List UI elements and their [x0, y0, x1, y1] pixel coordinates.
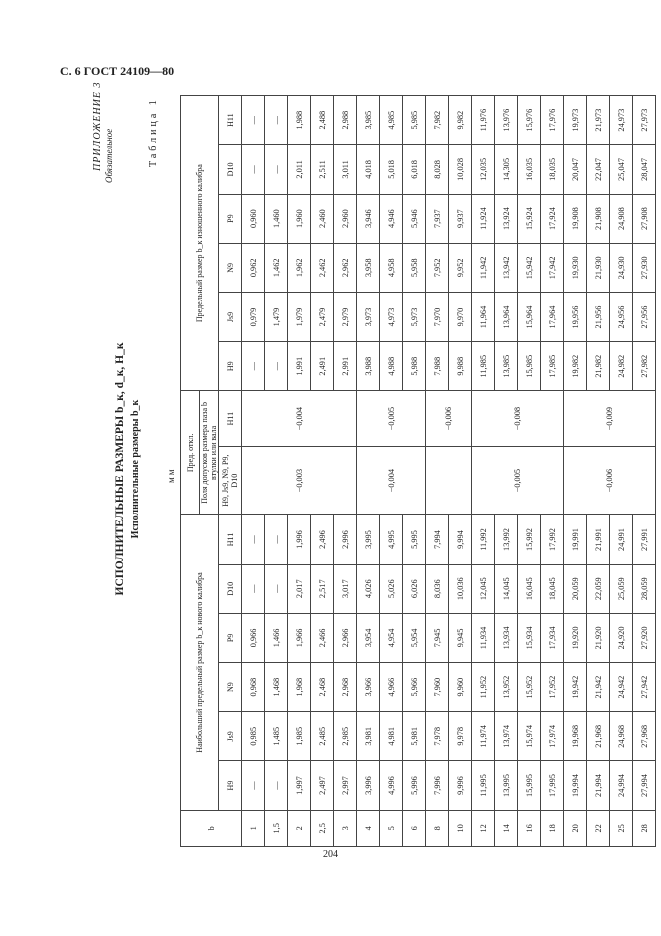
cell-worn: 3,988: [357, 342, 380, 391]
cell-worn: 5,018: [380, 145, 403, 194]
cell-worn: 2,979: [334, 292, 357, 341]
col-header-worn: P9: [219, 194, 242, 243]
table-row: [426, 96, 449, 847]
cell-worn: 6,018: [403, 145, 426, 194]
rotated-content: [86, 81, 649, 847]
col-header-worn: H11: [219, 96, 242, 145]
cell-worn: 19,908: [564, 194, 587, 243]
cell-new: 24,942: [610, 663, 633, 712]
cell-worn: 2,960: [334, 194, 357, 243]
cell-worn: 1,460: [265, 194, 288, 243]
group-dev-subheader: Поля допусков размера паза b втулки или вала: [200, 391, 219, 515]
cell-worn: 19,973: [564, 96, 587, 145]
cell-worn: 14,305: [495, 145, 518, 194]
cell-worn: 3,973: [357, 292, 380, 341]
cell-worn: 19,930: [564, 243, 587, 292]
cell-new: 19,994: [564, 761, 587, 810]
cell-worn: 12,035: [472, 145, 495, 194]
cell-new: 14,045: [495, 564, 518, 613]
cell-b: 8: [426, 810, 449, 846]
cell-b: 1,5: [265, 810, 288, 846]
cell-worn: 9,970: [449, 292, 472, 341]
cell-new: 27,991: [633, 515, 656, 564]
cell-new: 17,992: [541, 515, 564, 564]
cell-new: 1,997: [288, 761, 311, 810]
cell-new: 16,045: [518, 564, 541, 613]
cell-new: 7,996: [426, 761, 449, 810]
group-dev-header: Пред. откл.: [181, 391, 200, 515]
cell-new: 0,966: [242, 613, 265, 662]
cell-new: 4,995: [380, 515, 403, 564]
cell-worn: 1,462: [265, 243, 288, 292]
col-header-new: H9: [219, 761, 242, 810]
cell-new: 1,996: [288, 515, 311, 564]
cell-new: 9,994: [449, 515, 472, 564]
cell-new: 7,978: [426, 712, 449, 761]
table-title: ИСПОЛНИТЕЛЬНЫЕ РАЗМЕРЫ b_к, d_к, H_к: [114, 342, 126, 596]
cell-new: 11,992: [472, 515, 495, 564]
cell-worn: 3,946: [357, 194, 380, 243]
cell-dev-a: −0,005: [472, 446, 564, 514]
cell-new: 15,934: [518, 613, 541, 662]
col-header-worn: H9: [219, 342, 242, 391]
cell-new: 15,974: [518, 712, 541, 761]
cell-new: 15,992: [518, 515, 541, 564]
cell-worn: 13,942: [495, 243, 518, 292]
cell-b: 16: [518, 810, 541, 846]
cell-new: 21,994: [587, 761, 610, 810]
cell-worn: 21,908: [587, 194, 610, 243]
table-row: [472, 96, 495, 847]
cell-worn: 9,952: [449, 243, 472, 292]
cell-new: 17,995: [541, 761, 564, 810]
cell-b: 10: [449, 810, 472, 846]
cell-worn: 4,973: [380, 292, 403, 341]
cell-new: 19,942: [564, 663, 587, 712]
cell-new: 5,981: [403, 712, 426, 761]
cell-worn: —: [242, 96, 265, 145]
cell-new: 2,485: [311, 712, 334, 761]
cell-new: 7,994: [426, 515, 449, 564]
cell-new: 4,996: [380, 761, 403, 810]
cell-worn: 5,958: [403, 243, 426, 292]
cell-b: 2: [288, 810, 311, 846]
cell-new: 27,942: [633, 663, 656, 712]
cell-worn: 13,976: [495, 96, 518, 145]
cell-new: 24,991: [610, 515, 633, 564]
cell-worn: 15,924: [518, 194, 541, 243]
cell-new: —: [242, 761, 265, 810]
cell-b: 1: [242, 810, 265, 846]
cell-worn: 4,946: [380, 194, 403, 243]
cell-dev-a: −0,003: [242, 446, 357, 514]
table-subtitle: Исполнительные размеры b_к: [130, 399, 141, 539]
cell-worn: 2,462: [311, 243, 334, 292]
cell-new: 17,974: [541, 712, 564, 761]
cell-new: 13,992: [495, 515, 518, 564]
cell-worn: 13,985: [495, 342, 518, 391]
cell-worn: 3,011: [334, 145, 357, 194]
cell-worn: 5,973: [403, 292, 426, 341]
cell-new: 2,468: [311, 663, 334, 712]
cell-worn: 2,011: [288, 145, 311, 194]
table-row: [564, 96, 587, 847]
cell-worn: —: [265, 342, 288, 391]
cell-worn: 3,958: [357, 243, 380, 292]
cell-new: 21,942: [587, 663, 610, 712]
cell-new: 3,996: [357, 761, 380, 810]
cell-worn: 11,976: [472, 96, 495, 145]
cell-worn: 17,924: [541, 194, 564, 243]
cell-worn: 2,988: [334, 96, 357, 145]
cell-worn: 24,956: [610, 292, 633, 341]
cell-new: 2,517: [311, 564, 334, 613]
cell-worn: 24,982: [610, 342, 633, 391]
cell-new: 21,968: [587, 712, 610, 761]
cell-worn: 9,937: [449, 194, 472, 243]
cell-new: 15,995: [518, 761, 541, 810]
col-header-worn: N9: [219, 243, 242, 292]
cell-worn: 2,511: [311, 145, 334, 194]
cell-new: 17,934: [541, 613, 564, 662]
cell-new: 3,981: [357, 712, 380, 761]
cell-new: 1,468: [265, 663, 288, 712]
cell-worn: 15,964: [518, 292, 541, 341]
cell-worn: 1,979: [288, 292, 311, 341]
appendix-note: Обязательное: [104, 128, 114, 183]
page-number: 204: [323, 849, 338, 860]
cell-new: 21,991: [587, 515, 610, 564]
cell-new: 4,954: [380, 613, 403, 662]
cell-worn: 8,028: [426, 145, 449, 194]
cell-worn: 10,028: [449, 145, 472, 194]
cell-new: 4,026: [357, 564, 380, 613]
cell-b: 22: [587, 810, 610, 846]
cell-new: 11,952: [472, 663, 495, 712]
cell-b: 20: [564, 810, 587, 846]
cell-new: 1,968: [288, 663, 311, 712]
dimensions-table: [180, 95, 656, 847]
cell-b: 14: [495, 810, 518, 846]
cell-new: 1,985: [288, 712, 311, 761]
cell-new: 9,978: [449, 712, 472, 761]
cell-new: 22,059: [587, 564, 610, 613]
cell-worn: 9,988: [449, 342, 472, 391]
cell-new: 15,952: [518, 663, 541, 712]
cell-b: 3: [334, 810, 357, 846]
col-header-worn: Js9: [219, 292, 242, 341]
cell-new: 5,966: [403, 663, 426, 712]
cell-worn: 19,982: [564, 342, 587, 391]
cell-worn: 1,479: [265, 292, 288, 341]
cell-new: 2,497: [311, 761, 334, 810]
cell-new: 20,059: [564, 564, 587, 613]
cell-b: 25: [610, 810, 633, 846]
table-row: [357, 96, 380, 847]
cell-new: 3,954: [357, 613, 380, 662]
cell-new: 24,968: [610, 712, 633, 761]
cell-worn: 4,958: [380, 243, 403, 292]
cell-new: 19,920: [564, 613, 587, 662]
group-worn-header: Предельный размер b_к изношенного калибра: [181, 96, 219, 391]
appendix-label: ПРИЛОЖЕНИЕ 3: [92, 81, 103, 171]
cell-worn: 13,964: [495, 292, 518, 341]
cell-new: 2,017: [288, 564, 311, 613]
cell-worn: 20,047: [564, 145, 587, 194]
cell-b: 5: [380, 810, 403, 846]
cell-worn: 11,924: [472, 194, 495, 243]
cell-worn: 15,942: [518, 243, 541, 292]
cell-worn: 27,956: [633, 292, 656, 341]
cell-worn: 9,982: [449, 96, 472, 145]
col-header-dev: H9, Js9, N9, P9, D10: [219, 446, 242, 514]
cell-worn: 15,985: [518, 342, 541, 391]
cell-new: 25,059: [610, 564, 633, 613]
cell-new: 2,966: [334, 613, 357, 662]
col-header-new: D10: [219, 564, 242, 613]
cell-worn: 4,985: [380, 96, 403, 145]
cell-b: 4: [357, 810, 380, 846]
cell-worn: 7,937: [426, 194, 449, 243]
table-number-label: Таблица 1: [148, 97, 159, 167]
cell-new: 5,995: [403, 515, 426, 564]
cell-worn: 18,035: [541, 145, 564, 194]
cell-worn: 17,964: [541, 292, 564, 341]
cell-worn: 27,982: [633, 342, 656, 391]
col-header-worn: D10: [219, 145, 242, 194]
cell-new: 17,952: [541, 663, 564, 712]
cell-new: 1,966: [288, 613, 311, 662]
cell-worn: 2,491: [311, 342, 334, 391]
cell-worn: 24,930: [610, 243, 633, 292]
cell-worn: 27,930: [633, 243, 656, 292]
cell-new: 5,996: [403, 761, 426, 810]
cell-new: 9,960: [449, 663, 472, 712]
cell-new: —: [265, 515, 288, 564]
cell-worn: 28,047: [633, 145, 656, 194]
cell-new: 24,920: [610, 613, 633, 662]
cell-worn: 3,985: [357, 96, 380, 145]
cell-worn: 7,970: [426, 292, 449, 341]
unit-label: мм: [166, 467, 176, 483]
cell-worn: 11,964: [472, 292, 495, 341]
cell-new: —: [242, 564, 265, 613]
cell-new: 5,954: [403, 613, 426, 662]
cell-worn: 1,991: [288, 342, 311, 391]
cell-worn: —: [265, 145, 288, 194]
cell-new: 9,945: [449, 613, 472, 662]
cell-new: 10,036: [449, 564, 472, 613]
col-header-dev: H11: [219, 391, 242, 447]
cell-new: 24,994: [610, 761, 633, 810]
cell-worn: 22,047: [587, 145, 610, 194]
cell-new: 27,920: [633, 613, 656, 662]
cell-dev-a: −0,004: [357, 446, 426, 514]
cell-worn: 5,946: [403, 194, 426, 243]
cell-new: 0,968: [242, 663, 265, 712]
cell-worn: 11,942: [472, 243, 495, 292]
cell-new: 1,485: [265, 712, 288, 761]
cell-new: 3,995: [357, 515, 380, 564]
cell-worn: 2,460: [311, 194, 334, 243]
cell-b: 28: [633, 810, 656, 846]
cell-worn: —: [242, 342, 265, 391]
cell-worn: 17,985: [541, 342, 564, 391]
cell-dev-b: −0,005: [357, 391, 426, 447]
cell-new: 2,996: [334, 515, 357, 564]
cell-dev-b: −0,004: [242, 391, 357, 447]
cell-worn: 2,488: [311, 96, 334, 145]
cell-new: 3,966: [357, 663, 380, 712]
cell-worn: 19,956: [564, 292, 587, 341]
col-b-header: b: [181, 810, 242, 846]
cell-worn: 7,988: [426, 342, 449, 391]
col-header-new: Js9: [219, 712, 242, 761]
cell-worn: 21,973: [587, 96, 610, 145]
cell-worn: —: [242, 145, 265, 194]
cell-new: 2,985: [334, 712, 357, 761]
cell-worn: 11,985: [472, 342, 495, 391]
cell-b: 2,5: [311, 810, 334, 846]
cell-worn: 24,908: [610, 194, 633, 243]
cell-new: 11,995: [472, 761, 495, 810]
cell-worn: 0,960: [242, 194, 265, 243]
cell-worn: 7,952: [426, 243, 449, 292]
cell-worn: 0,962: [242, 243, 265, 292]
cell-new: 12,045: [472, 564, 495, 613]
cell-worn: 2,479: [311, 292, 334, 341]
cell-new: —: [265, 564, 288, 613]
cell-new: 13,934: [495, 613, 518, 662]
cell-new: 6,026: [403, 564, 426, 613]
cell-new: 11,934: [472, 613, 495, 662]
cell-new: 13,974: [495, 712, 518, 761]
cell-new: 13,995: [495, 761, 518, 810]
cell-new: 27,968: [633, 712, 656, 761]
cell-worn: 24,973: [610, 96, 633, 145]
cell-worn: 27,973: [633, 96, 656, 145]
cell-new: 18,045: [541, 564, 564, 613]
cell-new: 1,466: [265, 613, 288, 662]
cell-worn: 1,962: [288, 243, 311, 292]
cell-new: 8,036: [426, 564, 449, 613]
cell-b: 18: [541, 810, 564, 846]
cell-dev-b: −0,008: [472, 391, 564, 447]
cell-worn: 16,035: [518, 145, 541, 194]
cell-worn: —: [265, 96, 288, 145]
cell-new: 0,985: [242, 712, 265, 761]
cell-worn: 25,047: [610, 145, 633, 194]
cell-dev-b: −0,009: [564, 391, 656, 447]
cell-worn: 27,908: [633, 194, 656, 243]
cell-new: 27,994: [633, 761, 656, 810]
cell-worn: 13,924: [495, 194, 518, 243]
col-header-new: N9: [219, 663, 242, 712]
cell-new: 19,991: [564, 515, 587, 564]
cell-new: 4,981: [380, 712, 403, 761]
cell-worn: 7,982: [426, 96, 449, 145]
cell-b: 12: [472, 810, 495, 846]
cell-new: 3,017: [334, 564, 357, 613]
cell-worn: 5,988: [403, 342, 426, 391]
cell-new: 5,026: [380, 564, 403, 613]
cell-new: 13,952: [495, 663, 518, 712]
cell-worn: 5,985: [403, 96, 426, 145]
col-header-new: H11: [219, 515, 242, 564]
cell-new: 28,059: [633, 564, 656, 613]
cell-worn: 21,956: [587, 292, 610, 341]
cell-new: 2,466: [311, 613, 334, 662]
cell-b: 6: [403, 810, 426, 846]
col-header-new: P9: [219, 613, 242, 662]
group-new-header: Наибольший предельный размер b_к нового калибра: [181, 515, 219, 810]
cell-new: 11,974: [472, 712, 495, 761]
cell-worn: 1,960: [288, 194, 311, 243]
cell-new: 7,945: [426, 613, 449, 662]
cell-worn: 2,991: [334, 342, 357, 391]
cell-worn: 1,988: [288, 96, 311, 145]
cell-new: 7,960: [426, 663, 449, 712]
cell-new: 21,920: [587, 613, 610, 662]
cell-new: 2,496: [311, 515, 334, 564]
cell-dev-a: −0,006: [564, 446, 656, 514]
cell-worn: 2,962: [334, 243, 357, 292]
cell-new: 2,968: [334, 663, 357, 712]
cell-worn: 0,979: [242, 292, 265, 341]
cell-dev-b: −0,006: [426, 391, 472, 447]
cell-worn: 17,976: [541, 96, 564, 145]
cell-worn: 4,018: [357, 145, 380, 194]
cell-worn: 15,976: [518, 96, 541, 145]
cell-new: 9,996: [449, 761, 472, 810]
table-row: [242, 96, 265, 847]
cell-new: 4,966: [380, 663, 403, 712]
cell-new: —: [242, 515, 265, 564]
cell-worn: 21,930: [587, 243, 610, 292]
cell-worn: 17,942: [541, 243, 564, 292]
cell-worn: 21,982: [587, 342, 610, 391]
cell-dev-a: [426, 446, 472, 514]
cell-new: 19,968: [564, 712, 587, 761]
cell-worn: 4,988: [380, 342, 403, 391]
cell-new: —: [265, 761, 288, 810]
cell-new: 2,997: [334, 761, 357, 810]
page-header: С. 6 ГОСТ 24109—80: [60, 64, 175, 78]
